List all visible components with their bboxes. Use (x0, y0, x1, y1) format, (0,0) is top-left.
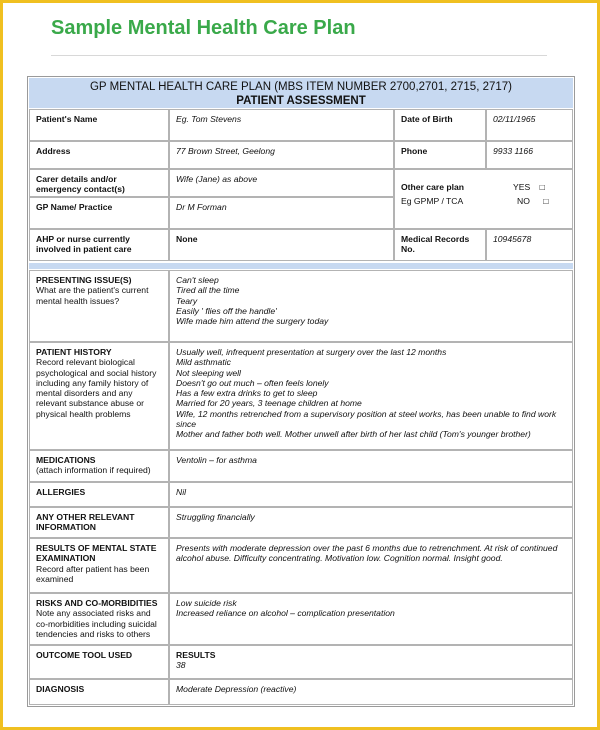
risks-line: Increased reliance on alcohol – complication presentation (176, 608, 395, 619)
diagnosis-label-cell (29, 679, 169, 705)
risks-title: RISKS AND CO-MORBIDITIES (36, 598, 158, 608)
medical-records-value: 10945678 (493, 234, 532, 244)
allergies-title: ALLERGIES (36, 487, 86, 497)
history-line: Doesn't go out much – often feels lonely (176, 377, 329, 388)
other-care-yes-option[interactable] (513, 182, 545, 192)
gp-field[interactable] (169, 197, 394, 229)
presenting-line: Wife made him attend the surgery today (176, 316, 329, 327)
carer-field[interactable] (169, 169, 394, 197)
medical-records-label: Medical Records No. (401, 234, 470, 255)
outcome-label-cell (29, 645, 169, 679)
diagnosis-field[interactable] (169, 679, 573, 705)
history-line: Mild asthmatic (176, 357, 231, 368)
risks-line: Low suicide risk (176, 598, 237, 608)
other-care-sub-label: Eg GPMP / TCA (401, 196, 464, 206)
other-care-no-label: NO (517, 196, 530, 206)
presenting-line: Can't sleep (176, 275, 219, 285)
presenting-issues-desc: What are the patient's current mental health issues? (36, 285, 149, 306)
mse-value: Presents with moderate depression over the past 6 months due to retrenchment. At risk of continued alcohol abuse. Difficulty concentrating. Motivation low. Cognition normal. Insight good. (176, 543, 558, 564)
allergies-label-cell (29, 482, 169, 507)
diagnosis-title: DIAGNOSIS (36, 684, 85, 694)
history-line: Married for 20 years, 3 teenage children at home (176, 398, 362, 409)
dob-value: 02/11/1965 (493, 114, 536, 124)
diagnosis-value: Moderate Depression (reactive) (176, 684, 297, 694)
history-line: Mother and father both well. Mother unwell after birth of her last child (Tom's younger brother) (176, 429, 531, 440)
medications-desc: (attach information if required) (36, 465, 151, 476)
address-label: Address (36, 146, 71, 156)
outcome-field[interactable] (169, 645, 573, 679)
presenting-line: Tired all the time (176, 285, 240, 296)
ahp-field[interactable] (169, 229, 394, 261)
phone-value: 9933 1166 (493, 146, 533, 156)
document-title: Sample Mental Health Care Plan (51, 17, 356, 39)
care-plan-form (27, 76, 575, 707)
other-care-plan-cell (394, 169, 573, 229)
other-info-title: ANY OTHER RELEVANT INFORMATION (36, 512, 135, 533)
other-care-no-row (401, 196, 566, 210)
other-care-no-option[interactable] (513, 196, 548, 206)
patient-history-label-cell (29, 342, 169, 450)
medications-value: Ventolin – for asthma (176, 455, 257, 465)
patient-history-field[interactable] (169, 342, 573, 450)
ahp-value: None (176, 234, 198, 244)
patient-name-value: Eg. Tom Stevens (176, 114, 242, 124)
history-line: Has a few extra drinks to get to sleep (176, 388, 318, 399)
history-line: Usually well, infrequent presentation at surgery over the last 12 months (176, 347, 447, 357)
gp-value: Dr M Forman (176, 202, 227, 212)
carer-label-cell (29, 169, 169, 197)
patient-name-label: Patient's Name (36, 114, 98, 124)
section-separator (29, 263, 573, 269)
form-header (29, 78, 573, 108)
gp-label-cell (29, 197, 169, 229)
presenting-line: Easily ' flies off the handle' (176, 305, 277, 316)
carer-label: Carer details and/or emergency contact(s) (36, 174, 125, 195)
mse-field[interactable] (169, 538, 573, 593)
presenting-issues-field[interactable] (169, 270, 573, 342)
address-value: 77 Brown Street, Geelong (176, 146, 275, 156)
form-header-subtitle: PATIENT ASSESSMENT (236, 95, 366, 107)
carer-value: Wife (Jane) as above (176, 174, 258, 184)
other-care-label: Other care plan (401, 182, 465, 192)
patient-name-label-cell (29, 109, 169, 141)
dob-label-cell (394, 109, 486, 141)
allergies-field[interactable] (169, 482, 573, 507)
address-field[interactable] (169, 141, 394, 169)
address-label-cell (29, 141, 169, 169)
medications-title: MEDICATIONS (36, 455, 96, 465)
gp-label: GP Name/ Practice (36, 202, 113, 212)
outcome-title: OUTCOME TOOL USED (36, 650, 133, 660)
medical-records-field[interactable] (486, 229, 573, 261)
mse-desc: Record after patient has been examined (36, 563, 150, 584)
patient-history-title: PATIENT HISTORY (36, 347, 112, 357)
history-line: Not sleeping well (176, 367, 241, 378)
dob-label: Date of Birth (401, 114, 453, 124)
presenting-line: Teary (176, 295, 198, 306)
title-divider (51, 55, 547, 56)
medications-label-cell (29, 450, 169, 482)
results-value: 38 (176, 660, 186, 671)
other-info-field[interactable] (169, 507, 573, 538)
presenting-issues-title: PRESENTING ISSUE(S) (36, 275, 132, 285)
phone-label-cell (394, 141, 486, 169)
allergies-value: Nil (176, 487, 187, 497)
results-label: RESULTS (176, 650, 216, 660)
medications-field[interactable] (169, 450, 573, 482)
history-line: Wife, 12 months retrenched from a supervisory position at steel works, has been unable to find work since (176, 408, 557, 430)
dob-field[interactable] (486, 109, 573, 141)
medical-records-label-cell (394, 229, 486, 261)
patient-history-desc: Record relevant biological psychological and social history including any family history of mental disorders and any relevant substance abuse or physical health problems (36, 357, 157, 419)
other-info-value: Struggling financially (176, 512, 255, 522)
risks-desc: Note any associated risks and co-morbidities including suicidal tendencies and risks to others (36, 608, 157, 639)
other-care-yes-label: YES (513, 182, 531, 192)
form-header-title: GP MENTAL HEALTH CARE PLAN (MBS ITEM NUMBER 2700,2701, 2715, 2717) (89, 81, 513, 93)
ahp-label: AHP or nurse currently involved in patient care (36, 234, 132, 255)
presenting-issues-label-cell (29, 270, 169, 342)
ahp-label-cell (29, 229, 169, 261)
risks-label-cell (29, 593, 169, 645)
yes-checkbox-icon[interactable]: □ (539, 182, 545, 192)
risks-field[interactable] (169, 593, 573, 645)
other-info-label-cell (29, 507, 169, 538)
phone-label: Phone (401, 146, 428, 156)
mse-label-cell (29, 538, 169, 593)
mse-title: RESULTS OF MENTAL STATE EXAMINATION (36, 543, 157, 564)
patient-name-field[interactable] (169, 109, 394, 141)
other-care-yes-row (401, 182, 566, 196)
phone-field[interactable] (486, 141, 573, 169)
no-checkbox-icon[interactable]: □ (543, 196, 549, 206)
